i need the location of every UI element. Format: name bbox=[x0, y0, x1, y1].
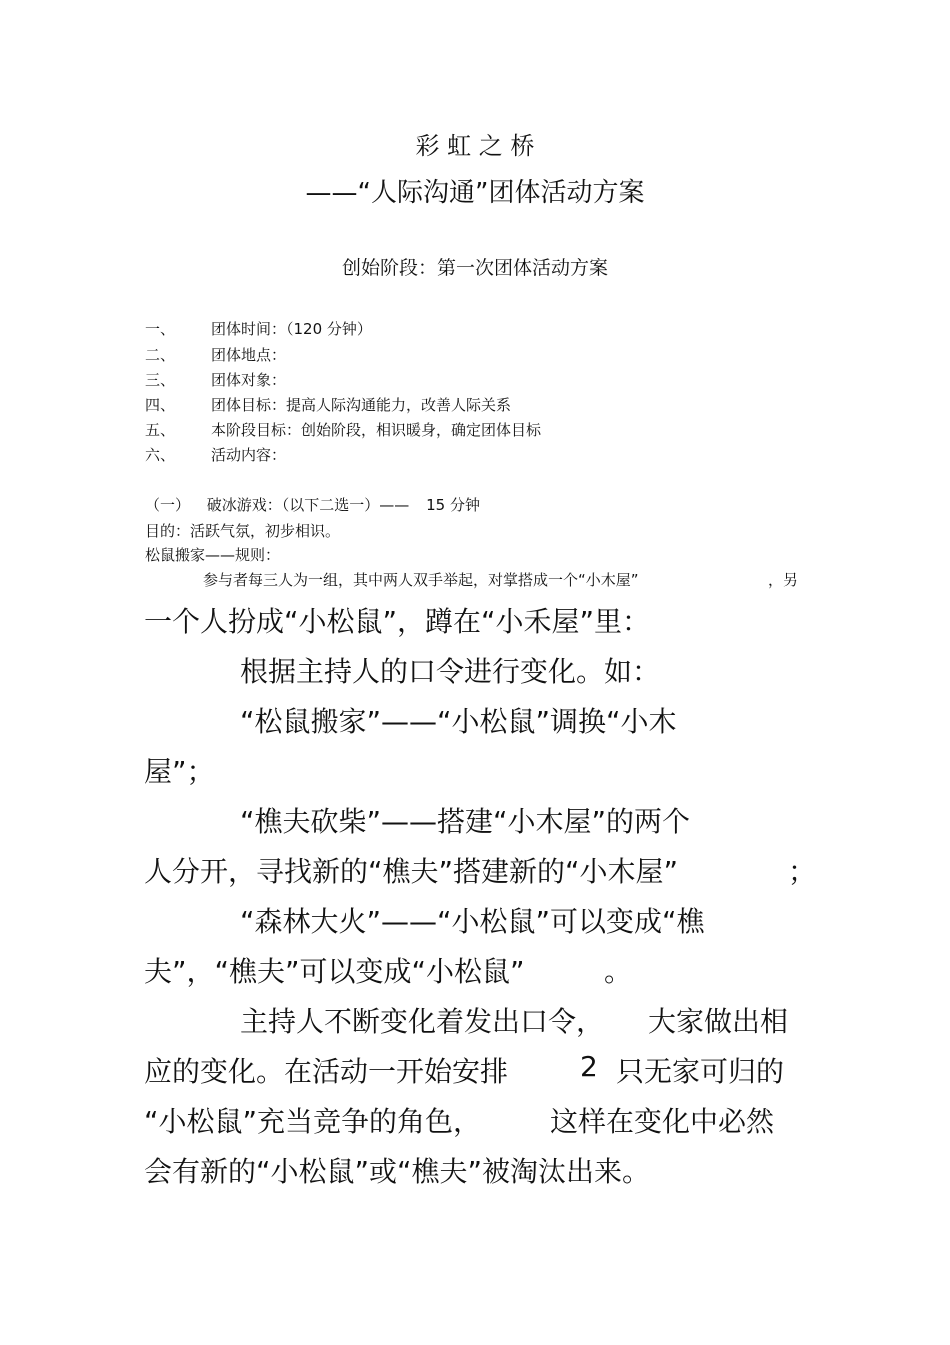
outline-item bbox=[145, 444, 845, 464]
body-line-num: 2 bbox=[580, 1050, 598, 1083]
body-line: “小松鼠”充当竞争的角色， bbox=[144, 1105, 482, 1138]
section-duration: 15 分钟 bbox=[426, 496, 480, 514]
outline-item bbox=[145, 318, 845, 338]
body-line: 根据主持人的口令进行变化。如： bbox=[240, 655, 661, 688]
body-line-tail: 。 bbox=[604, 955, 633, 988]
body-line: “樵夫砍柴”——搭建“小木屋”的两个 bbox=[240, 805, 691, 838]
outline-text: 活动内容： bbox=[211, 446, 287, 464]
body-line-tail: ； bbox=[788, 855, 817, 888]
body-line: 应的变化。在活动一开始安排 bbox=[144, 1055, 509, 1088]
body-line: 人分开，寻找新的“樵夫”搭建新的“小木屋” bbox=[144, 855, 679, 888]
body-line: 一个人扮成“小松鼠”，蹲在“小禾屋”里： bbox=[144, 605, 651, 638]
body-line: “松鼠搬家”——“小松鼠”调换“小木 bbox=[240, 705, 677, 738]
body-line-tail: 这样在变化中必然 bbox=[550, 1105, 775, 1138]
outline-num: 二、 bbox=[145, 346, 176, 364]
outline-item bbox=[145, 419, 845, 439]
outline-text: 团体对象： bbox=[211, 371, 287, 389]
outline-num: 三、 bbox=[145, 371, 176, 389]
section-num: （一） bbox=[145, 496, 191, 514]
body-line: 会有新的“小松鼠”或“樵夫”被淘汰出来。 bbox=[144, 1155, 651, 1188]
outline-text: 团体目标：提高人际沟通能力，改善人际关系 bbox=[211, 396, 512, 414]
outline-num: 五、 bbox=[145, 421, 176, 439]
outline-text: 团体地点： bbox=[211, 346, 287, 364]
outline-num: 一、 bbox=[145, 320, 176, 338]
outline-text: 团体时间：（120 分钟） bbox=[211, 320, 372, 338]
document-subtitle: ——“人际沟通”团体活动方案 bbox=[305, 178, 645, 208]
body-line: 屋”； bbox=[144, 755, 215, 788]
section-heading bbox=[145, 494, 480, 515]
outline-text: 本阶段目标：创始阶段，相识暖身，确定团体目标 bbox=[211, 421, 542, 439]
outline-item bbox=[145, 369, 845, 389]
body-line: 主持人不断变化着发出口令， bbox=[240, 1005, 605, 1038]
game-title: 松鼠搬家——规则： bbox=[145, 546, 281, 564]
section-text: 破冰游戏：（以下二选一）—— bbox=[206, 496, 410, 514]
outline-num: 四、 bbox=[145, 396, 176, 414]
document-title: 彩 虹 之 桥 bbox=[415, 132, 535, 160]
body-line: “森林大火”——“小松鼠”可以变成“樵 bbox=[240, 905, 705, 938]
rule-intro-tail: ，另 bbox=[768, 571, 799, 589]
purpose-text: 目的：活跃气氛，初步相识。 bbox=[145, 522, 341, 540]
stage-heading: 创始阶段：第一次团体活动方案 bbox=[341, 257, 608, 279]
outline-item bbox=[145, 394, 845, 414]
outline-num: 六、 bbox=[145, 446, 176, 464]
body-line-tail: 大家做出相 bbox=[648, 1005, 789, 1038]
rule-intro: 参与者每三人为一组，其中两人双手举起，对掌搭成一个“小木屋” bbox=[203, 571, 639, 589]
body-line-tail: 只无家可归的 bbox=[616, 1055, 785, 1088]
body-line: 夫”，“樵夫”可以变成“小松鼠” bbox=[144, 955, 525, 988]
outline-item bbox=[145, 344, 845, 364]
